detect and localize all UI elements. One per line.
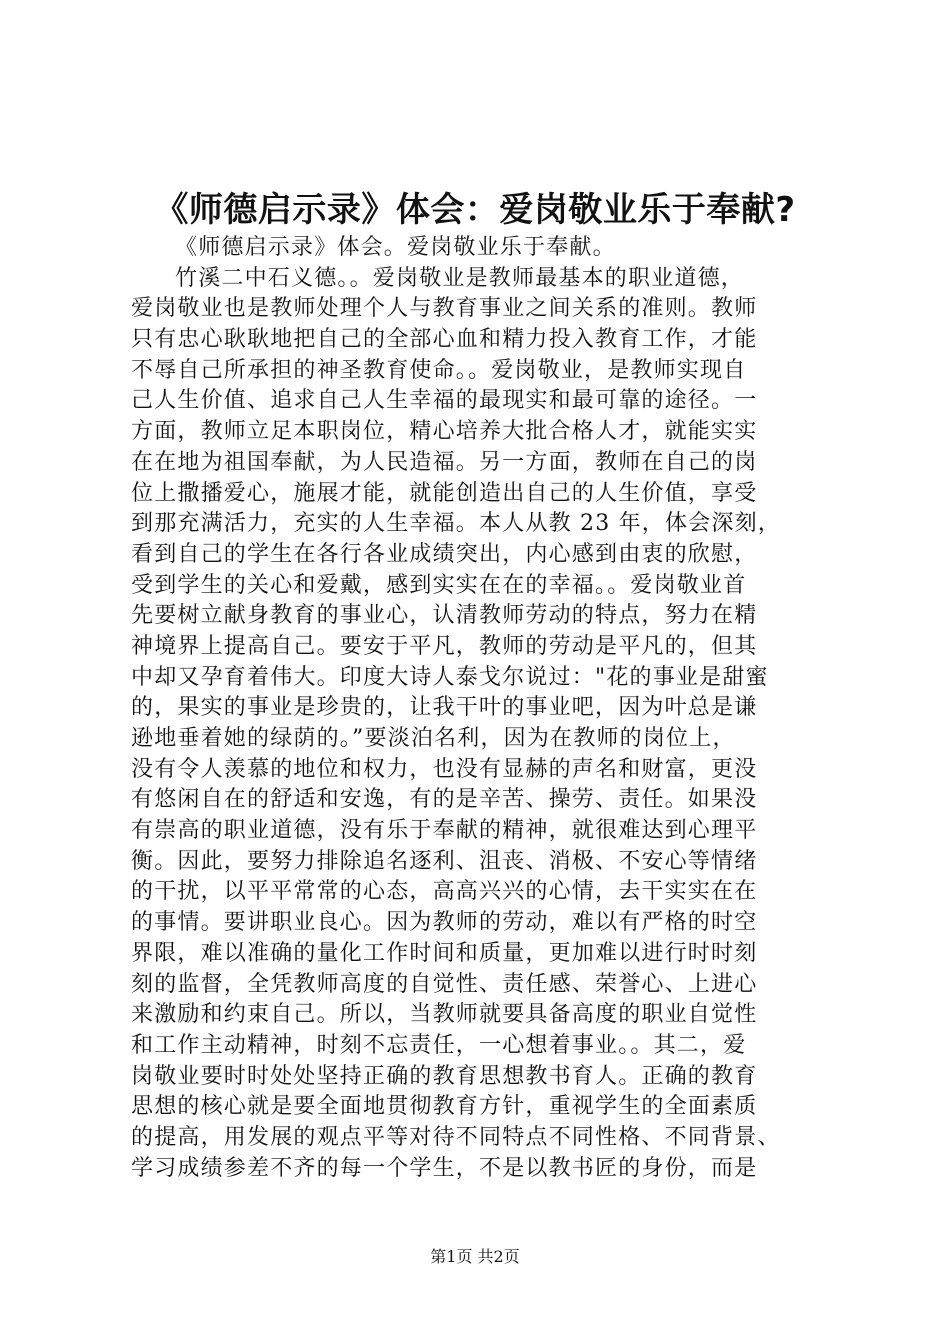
body-line: 逊地垂着她的绿荫的。”要淡泊名利，因为在教师的岗位上， xyxy=(131,726,736,751)
body-line: 的干扰，以平平常常的心态，高高兴兴的心情，去干实实在在 xyxy=(131,879,758,905)
body-line: 先要树立献身教育的事业心，认清教师劳动的特点，努力在精 xyxy=(131,603,758,629)
body-line: 没有令人羡慕的地位和权力，也没有显赫的声名和财富，更没 xyxy=(131,756,758,782)
body-line: 《师德启示录》体会。爱岗敬业乐于奉献。 xyxy=(175,235,616,260)
document-body xyxy=(131,233,831,1184)
body-line: 的事情。要讲职业良心。因为教师的劳动，难以有严格的时空 xyxy=(131,910,758,936)
body-line: 到那充满活力，充实的人生幸福。本人从教 23 年，体会深刻， xyxy=(131,511,781,537)
body-line: 己人生价值、追求自己人生幸福的最现实和最可靠的途径。一 xyxy=(131,388,758,414)
body-line: 位上撒播爱心，施展才能，就能创造出自己的人生价值，享受 xyxy=(131,480,758,506)
body-line: 界限，难以准确的量化工作时间和质量，更加难以进行时时刻 xyxy=(131,940,758,966)
body-line: 不辱自己所承担的神圣教育使命。。爱岗敬业，是教师实现自 xyxy=(131,357,747,383)
page-footer: 第1页 共2页 xyxy=(430,1247,520,1266)
body-line: 来激励和约束自己。所以，当教师就要具备高度的职业自觉性 xyxy=(131,1002,758,1028)
body-line: 的提高，用发展的观点平等对待不同特点不同性格、不同背景、 xyxy=(131,1124,781,1150)
body-line: 学习成绩参差不齐的每一个学生，不是以教书匠的身份，而是 xyxy=(131,1155,758,1181)
body-line: 爱岗敬业也是教师处理个人与教育事业之间关系的准则。教师 xyxy=(131,296,758,322)
body-line: 神境界上提高自己。要安于平凡，教师的劳动是平凡的，但其 xyxy=(131,633,758,659)
body-line: 受到学生的关心和爱戴，感到实实在在的幸福。。爱岗敬业首 xyxy=(131,572,747,598)
body-line: 刻的监督，全凭教师高度的自觉性、责任感、荣誉心、上进心 xyxy=(131,971,758,997)
body-line: 有悠闲自在的舒适和安逸，有的是辛苦、操劳、责任。如果没 xyxy=(131,787,758,813)
body-line: 和工作主动精神，时刻不忘责任，一心想着事业。。其二，爱 xyxy=(131,1032,747,1058)
body-line: 方面，教师立足本职岗位，精心培养大批合格人才，就能实实 xyxy=(131,419,758,445)
body-line: 看到自己的学生在各行各业成绩突出，内心感到由衷的欣慰， xyxy=(131,541,758,567)
body-line: 在在地为祖国奉献，为人民造福。另一方面，教师在自己的岗 xyxy=(131,449,758,475)
body-line: 有崇高的职业道德，没有乐于奉献的精神，就很难达到心理平 xyxy=(131,818,758,844)
body-line: 思想的核心就是要全面地贯彻教育方针，重视学生的全面素质 xyxy=(131,1094,758,1120)
body-line: 只有忠心耿耿地把自己的全部心血和精力投入教育工作，才能 xyxy=(131,327,758,353)
body-line: 中却又孕育着伟大。印度大诗人泰戈尔说过："花的事业是甜蜜 xyxy=(131,664,769,690)
document-title: 《师德启示录》体会：爱岗敬业乐于奉献? xyxy=(154,190,796,230)
body-line: 岗敬业要时时处处坚持正确的教育思想教书育人。正确的教育 xyxy=(131,1063,758,1089)
body-line: 的，果实的事业是珍贵的，让我干叶的事业吧，因为叶总是谦 xyxy=(131,695,758,721)
body-line: 竹溪二中石义德。。爱岗敬业是教师最基本的职业道德， xyxy=(175,265,745,291)
body-line: 衡。因此，要努力排除追名逐利、沮丧、消极、不安心等情绪 xyxy=(131,848,758,874)
